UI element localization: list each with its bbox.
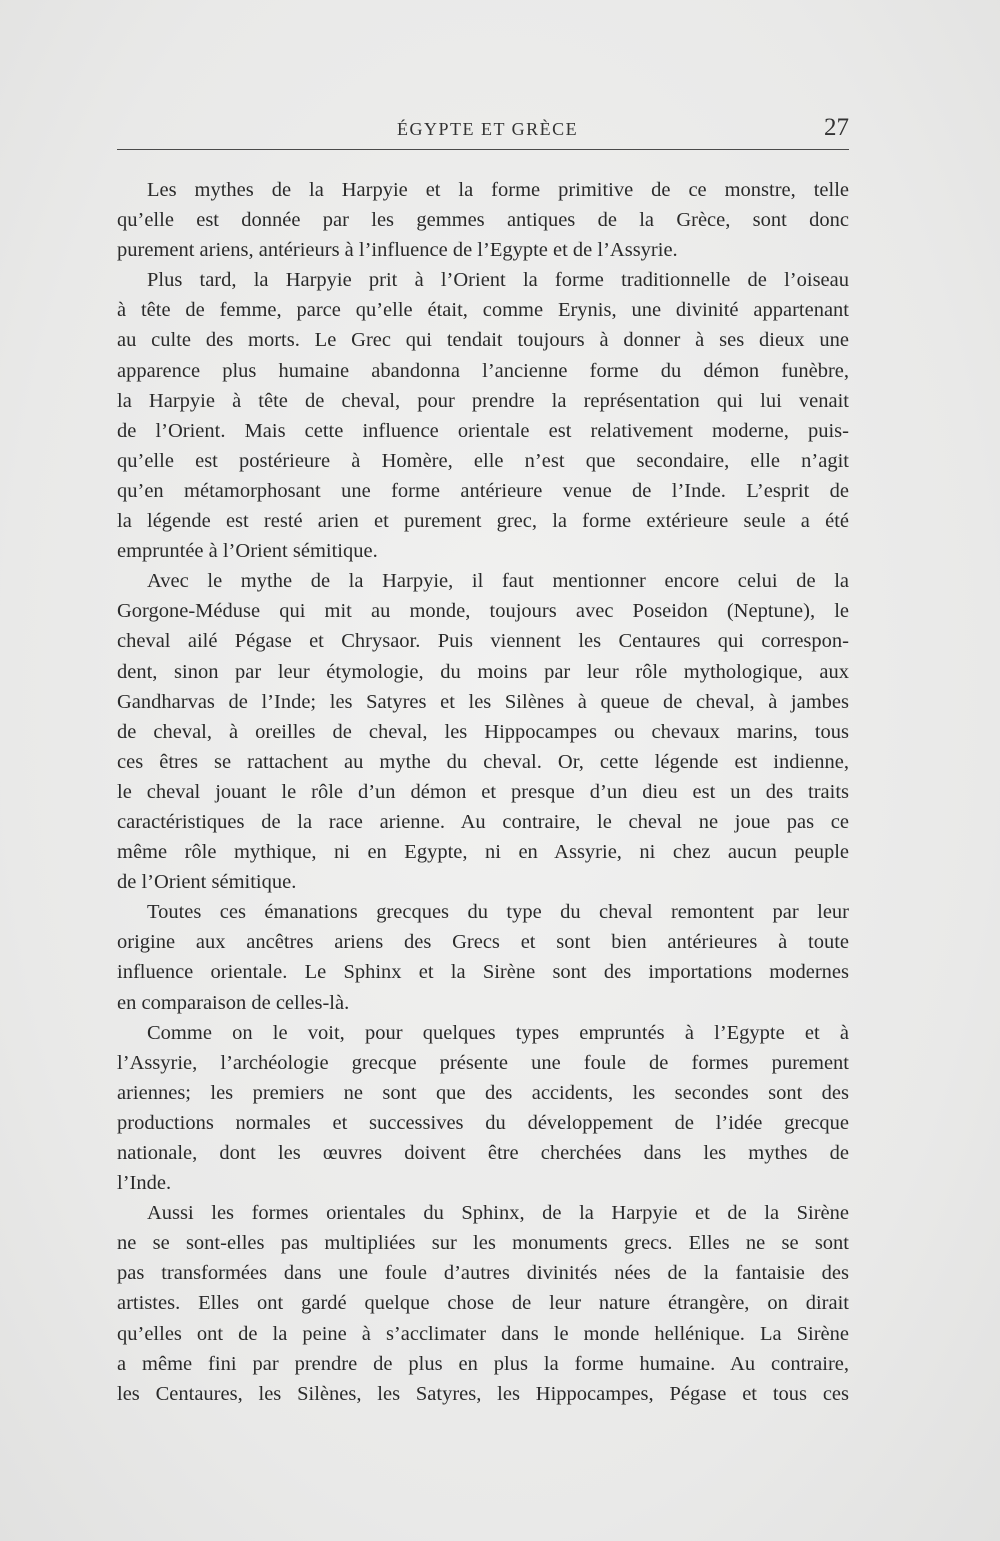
text-line: de l’Orient sémitique.: [117, 871, 297, 894]
text-line: les Centaures, les Silènes, les Satyres, les Hippocampes, Pégase et tous ces: [117, 1382, 849, 1405]
text-line: qu’en métamorphosant une forme antérieure venue de l’Inde. L’esprit de: [117, 479, 849, 502]
text-line: pas transformées dans une foule d’autres divinités nées de la fantaisie des: [117, 1262, 849, 1285]
text-line: a même fini par prendre de plus en plus la forme humaine. Au contraire,: [117, 1352, 849, 1375]
text-line: Avec le mythe de la Harpyie, il faut mentionner encore celui de la: [147, 570, 849, 593]
text-line: l’Inde.: [117, 1172, 172, 1195]
text-line: la légende est resté arien et purement grec, la forme extérieure seule a été: [117, 510, 849, 533]
body-text: [117, 175, 849, 1409]
text-line: ne se sont-elles pas multipliées sur les monuments grecs. Elles ne se sont: [117, 1232, 849, 1255]
text-line: le cheval jouant le rôle d’un démon et presque d’un dieu est un des traits: [117, 780, 849, 803]
text-line: de cheval, à oreilles de cheval, les Hippocampes ou chevaux marins, tous: [117, 720, 849, 743]
text-line: empruntée à l’Orient sémitique.: [117, 540, 378, 563]
text-line: dent, sinon par leur étymologie, du moins par leur rôle mythologique, aux: [117, 660, 849, 683]
text-line: Gandharvas de l’Inde; les Satyres et les Silènes à queue de cheval, à jambes: [117, 690, 849, 713]
text-line: à tête de femme, parce qu’elle était, comme Erynis, une divinité appartenant: [117, 299, 849, 322]
text-line: Gorgone-Méduse qui mit au monde, toujours avec Poseidon (Neptune), le: [117, 600, 849, 623]
text-line: productions normales et successives du développement de l’idée grecque: [117, 1111, 849, 1134]
text-line: ariennes; les premiers ne sont que des accidents, les secondes sont des: [117, 1081, 849, 1104]
running-title: ÉGYPTE ET GRÈCE: [397, 119, 579, 139]
text-line: qu’elle est donnée par les gemmes antiques de la Grèce, sont donc: [117, 209, 849, 232]
text-line: purement ariens, antérieurs à l’influence de l’Egypte et de l’Assyrie.: [117, 239, 678, 262]
text-line: même rôle mythique, ni en Egypte, ni en Assyrie, ni chez aucun peuple: [117, 841, 849, 864]
text-line: apparence plus humaine abandonna l’ancienne forme du démon funèbre,: [117, 359, 849, 382]
text-line: cheval ailé Pégase et Chrysaor. Puis viennent les Centaures qui correspon-: [117, 630, 849, 653]
text-line: Comme on le voit, pour quelques types empruntés à l’Egypte et à: [147, 1021, 849, 1044]
page-number: 27: [824, 114, 849, 141]
text-line: Aussi les formes orientales du Sphinx, de la Harpyie et de la Sirène: [147, 1202, 849, 1225]
text-line: influence orientale. Le Sphinx et la Sirène sont des importations modernes: [117, 961, 849, 984]
text-line: artistes. Elles ont gardé quelque chose de leur nature étrangère, on dirait: [117, 1292, 849, 1315]
text-line: ces êtres se rattachent au mythe du cheval. Or, cette légende est indienne,: [117, 750, 849, 773]
text-line: au culte des morts. Le Grec qui tendait toujours à donner à ses dieux une: [117, 329, 849, 352]
page-header: [117, 112, 849, 152]
text-line: Toutes ces émanations grecques du type du cheval remontent par leur: [147, 901, 849, 924]
text-line: en comparaison de celles-là.: [117, 991, 350, 1014]
text-line: Les mythes de la Harpyie et la forme primitive de ce monstre, telle: [147, 179, 849, 201]
text-line: caractéristiques de la race arienne. Au contraire, le cheval ne joue pas ce: [117, 810, 849, 833]
text-line: nationale, dont les œuvres doivent être cherchées dans les mythes de: [117, 1142, 849, 1164]
text-line: la Harpyie à tête de cheval, pour prendre la représentation qui lui venait: [117, 389, 849, 412]
text-line: qu’elles ont de la peine à s’acclimater dans le monde hellénique. La Sirène: [117, 1322, 849, 1345]
text-line: origine aux ancêtres ariens des Grecs et sont bien antérieures à toute: [117, 931, 849, 954]
header-rule: [117, 149, 849, 150]
text-line: qu’elle est postérieure à Homère, elle n’est que secondaire, elle n’agit: [117, 449, 849, 472]
text-line: de l’Orient. Mais cette influence orientale est relativement moderne, puis-: [117, 419, 849, 442]
text-line: Plus tard, la Harpyie prit à l’Orient la forme traditionnelle de l’oiseau: [147, 269, 849, 292]
text-line: l’Assyrie, l’archéologie grecque présente une foule de formes purement: [117, 1051, 849, 1074]
